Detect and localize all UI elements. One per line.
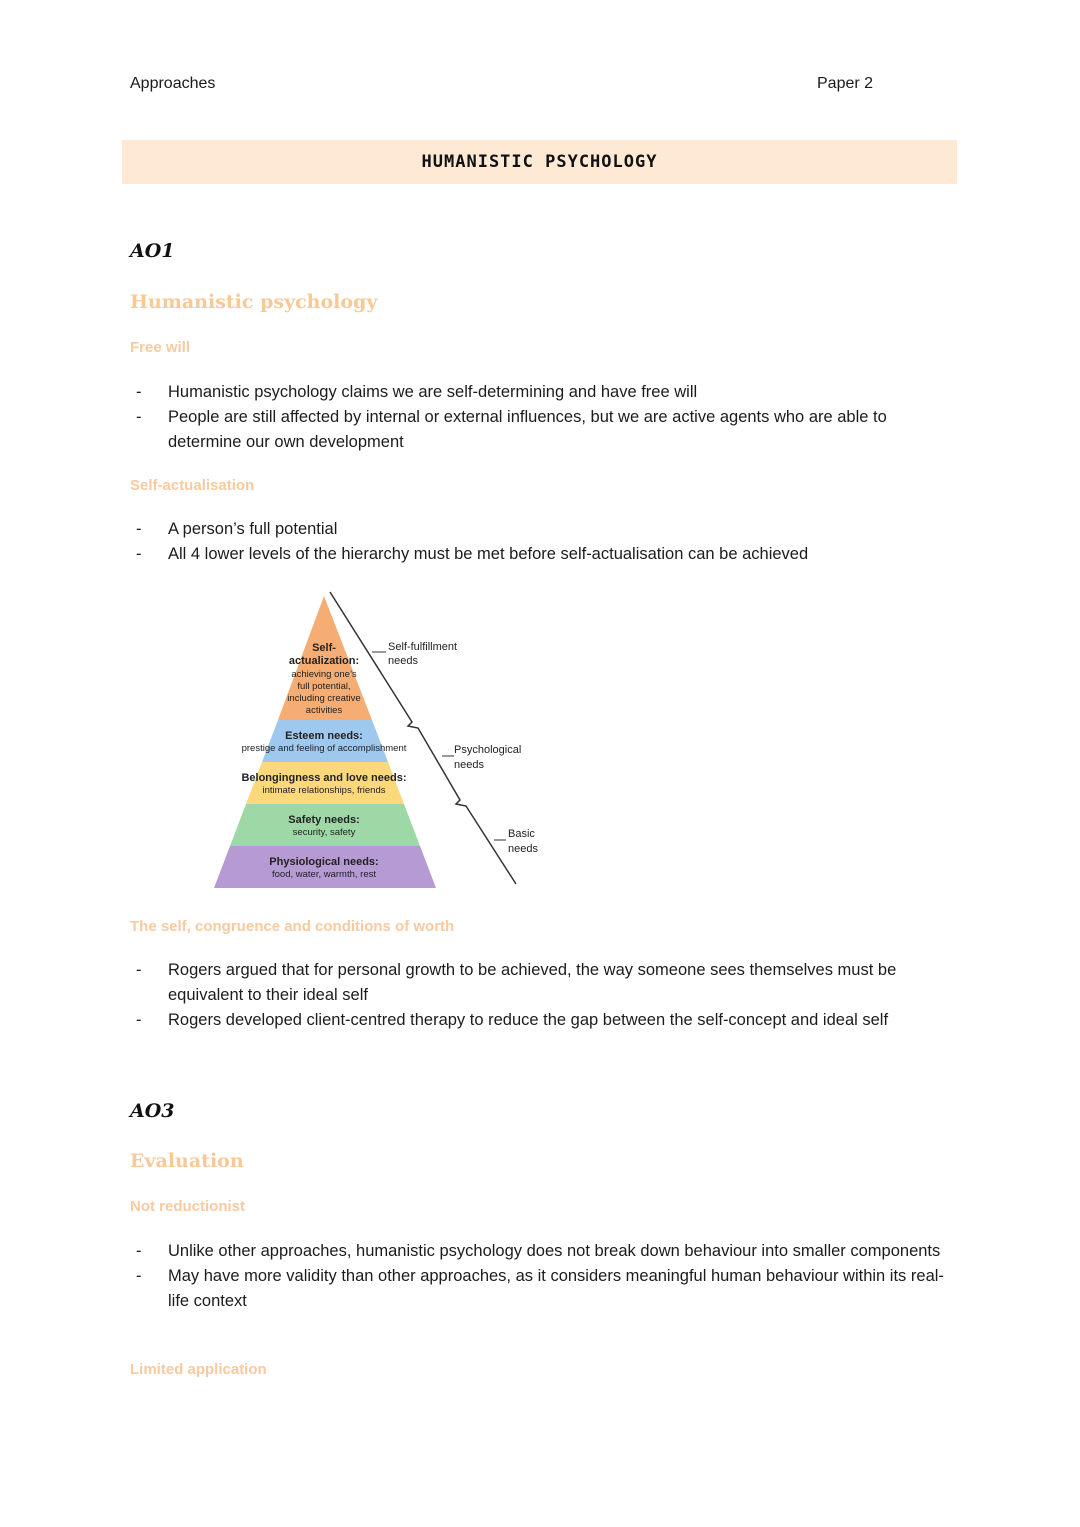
- tier-title: Belongingness and love needs:: [241, 772, 407, 784]
- tier-desc: activities: [305, 705, 343, 716]
- group-label: Self-fulfillment: [388, 641, 458, 653]
- group-label: needs: [508, 843, 538, 855]
- list-item: - People are still affected by internal or external influences, but we are active agents who are able to determine our own development: [130, 405, 960, 455]
- group-label: Psychological: [454, 744, 522, 756]
- subheading-not-reductionist: Not reductionist: [130, 1198, 245, 1215]
- tier-desc: intimate relationships, friends: [262, 785, 386, 796]
- ao1-label: AO1: [130, 240, 175, 262]
- ao3-label: AO3: [130, 1100, 175, 1122]
- list-item: - May have more validity than other approaches, as it considers meaningful human behaviour within its real-life context: [130, 1264, 960, 1314]
- tier-title: Physiological needs:: [269, 856, 379, 868]
- free-will-list: [130, 380, 960, 455]
- list-item: - Unlike other approaches, humanistic psychology does not break down behaviour into smaller components: [130, 1239, 960, 1264]
- tier-title: actualization:: [288, 655, 360, 667]
- title-banner: [122, 140, 957, 184]
- group-label: needs: [388, 655, 418, 667]
- group-label: needs: [454, 759, 484, 771]
- page-title: HUMANISTIC PSYCHOLOGY: [421, 152, 658, 172]
- tier-title: Self-: [312, 642, 336, 654]
- tier-desc: food, water, warmth, rest: [271, 869, 377, 880]
- subheading-self-actualisation: Self-actualisation: [130, 477, 255, 494]
- maslow-pyramid-diagram: [130, 588, 550, 894]
- tier-desc: prestige and feeling of accomplishment: [241, 743, 407, 754]
- list-item: - A person’s full potential: [130, 517, 960, 542]
- tier-desc: achieving one’s: [291, 669, 357, 680]
- self-actualisation-list: [130, 517, 960, 567]
- list-item: - Rogers argued that for personal growth to be achieved, the way someone sees themselves must be equivalent to their ideal self: [130, 958, 960, 1008]
- self-congruence-list: [130, 958, 960, 1033]
- list-item: - Rogers developed client-centred therapy to reduce the gap between the self-concept and ideal self: [130, 1008, 960, 1033]
- list-item: - All 4 lower levels of the hierarchy must be met before self-actualisation can be achieved: [130, 542, 960, 567]
- tier-title: Safety needs:: [288, 814, 360, 826]
- not-reductionist-list: [130, 1239, 960, 1314]
- tier-desc: security, safety: [292, 827, 356, 838]
- tier-desc: including creative: [287, 693, 361, 704]
- header-right: Paper 2: [817, 75, 874, 92]
- group-label: Basic: [508, 828, 535, 840]
- section-heading-humanistic: Humanistic psychology: [130, 291, 378, 313]
- section-heading-evaluation: Evaluation: [130, 1150, 244, 1172]
- tier-desc: full potential,: [297, 681, 351, 692]
- tier-title: Esteem needs:: [285, 730, 363, 742]
- subheading-self-congruence: The self, congruence and conditions of worth: [130, 918, 455, 935]
- subheading-limited-application: Limited application: [130, 1361, 267, 1378]
- header-left: Approaches: [130, 75, 216, 92]
- subheading-free-will: Free will: [130, 339, 191, 356]
- list-item: - Humanistic psychology claims we are self-determining and have free will: [130, 380, 960, 405]
